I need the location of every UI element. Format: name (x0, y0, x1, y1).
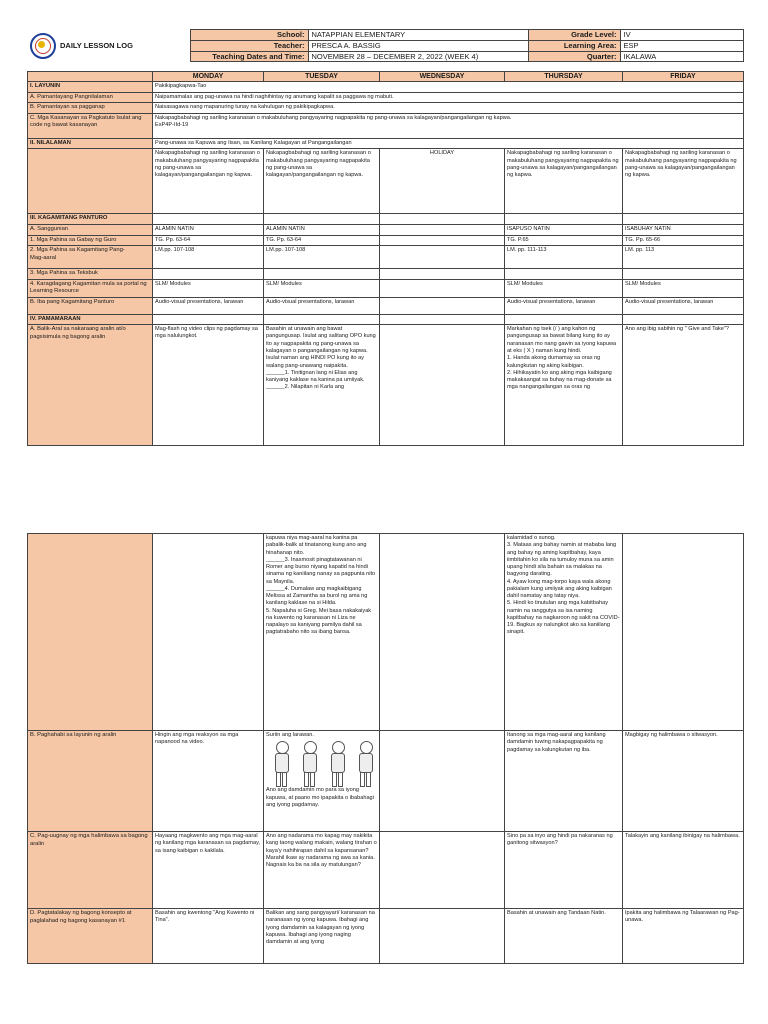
nilalaman-topic: Pang-unawa sa Kapuwa ang Iisan, sa Kanilang Kalagayan at Pangangailangan (153, 138, 744, 149)
school-label: School: (190, 30, 308, 41)
nilalaman-tuesday: Nakapagbabahagi ng sariling karanasan o makabuluhang pangyayaring nagpapakita ng pang-unawa sa kalagayan/pangangailangan ng kapwa. (264, 149, 380, 214)
teksbuk-fri (623, 269, 744, 280)
cont-monday (153, 534, 264, 731)
kagamitan-heading: III. KAGAMITANG PANTURO (28, 214, 153, 225)
header-table (27, 29, 744, 62)
teksbuk-mon (153, 269, 264, 280)
day-header-monday: MONDAY (153, 72, 264, 82)
pamamaraan-fri (623, 314, 744, 325)
sanggunian-thursday: ISAPUSO NATIN (505, 225, 623, 236)
balik-wednesday (380, 325, 505, 446)
nilalaman-heading: II. NILALAMAN (28, 138, 153, 149)
grade-level-value: IV (620, 30, 743, 41)
teksbuk-tue (264, 269, 380, 280)
sanggunian-label: A. Sanggunian (28, 225, 153, 236)
sanggunian-friday: ISABUHAY NATIN (623, 225, 744, 236)
nilalaman-monday: Nakapagbabahagi ng sariling karanasan o makabuluhang pangyayaring nagpapakita ng pang-unawa sa kalagayan/pangangailangan ng kapwa. (153, 149, 264, 214)
teksbuk-label: 3. Mga Pahina sa Teksbuk (28, 269, 153, 280)
deped-seal-logo (27, 30, 57, 62)
paghahabi-tuesday-question: Ano ang damdamin mo para sa iyong kapuwa, at paano mo ipapakita o ibabahagi ang iyong pagdamay. (266, 787, 374, 808)
day-header-wednesday: WEDNESDAY (380, 72, 505, 82)
pamantayan-pagganap-label: B. Pamantayan sa pagganap (28, 103, 153, 114)
page-one (27, 29, 743, 446)
iba-friday: Audio-visual presentations, larawan (623, 297, 744, 314)
paghahabi-tuesday: Suriin ang larawan. (266, 732, 314, 738)
kagamitang-thursday: LM. pp. 111-113 (505, 246, 623, 269)
kasanayan-code: EsP4P-IId-19 (155, 122, 189, 129)
pagtatalakay-tuesday: Balikan ang sang pangyayari/ karanasan na naranasan ng iyong kapuwa. Ibahagi ang iyong damdamin sa kalagayan ng iyong kapuwa. Ibahagi ang iyong naging damdamin at ang iyong (264, 909, 380, 964)
pamamaraan-thu (505, 314, 623, 325)
lr-thursday: SLM/ Modules (505, 279, 623, 297)
pamantayan-pagganap-value: Naisasagawa nang mapanuring tunay na kahulugan ng pakikipagkapwa. (153, 103, 744, 114)
lr-monday: SLM/ Modules (153, 279, 264, 297)
pag-uugnay-tuesday: Ano ang nadarama mo kapag may nakikita kang taong walang makain, walang tirahan o kaya'y nahihirapan dahil sa kapansanan? Marahil ikaw ay nadarama ng awa sa kania. Nagnais ka ba na sila ay matulungan? (264, 832, 380, 909)
kagamitan-fri (623, 214, 744, 225)
pag-uugnay-wednesday (380, 832, 505, 909)
paghahabi-friday: Magbigay ng halimbawa o sitwasyon. (623, 731, 744, 832)
kasanayan-value: Nakapagbabahagi ng sariling karanasan o makabuluhang pangyayaring nagpapakita ng pang-unawa sa kalagayan/pangangailangan ng kapwa. (155, 114, 512, 121)
gabay-tuesday: TG. Pp. 63-64 (264, 235, 380, 246)
paghahabi-monday: Hingin ang mga reaksyon sa mga napanood na video. (153, 731, 264, 832)
sanggunian-tuesday: ALAMIN NATIN (264, 225, 380, 236)
holiday-text: HOLIDAY (380, 149, 505, 214)
pamamaraan-mon (153, 314, 264, 325)
paghahabi-tuesday-cell (264, 731, 380, 832)
pag-uugnay-label: C. Pag-uugnay ng mga halimbawa sa bagong aralin (28, 832, 153, 909)
teksbuk-wed (380, 269, 505, 280)
lr-tuesday: SLM/ Modules (264, 279, 380, 297)
gabay-wednesday (380, 235, 505, 246)
iba-wednesday (380, 297, 505, 314)
pamamaraan-heading: IV. PAMAMARAAN (28, 314, 153, 325)
pagtatalakay-friday: Ipakita ang halimbawa ng Talaarawan ng Pag-unawa. (623, 909, 744, 964)
pagtatalakay-label: D. Pagtatalakay ng bagong konsepto at paglalahad ng bagong kasanayan #1 (28, 909, 153, 964)
balik-monday: Mag-flash ng video clips ng pagdamay sa mga nalulungkot. (153, 325, 264, 446)
day-header-thursday: THURSDAY (505, 72, 623, 82)
kasanayan-label: C. Mga Kasanayan sa Pagkatuto Isulat ang code ng bawat kasanayan (28, 113, 153, 138)
iba-pang-kagamitan-label: B. Iba pang Kagamitang Panturo (28, 297, 153, 314)
kagamitang-tuesday: LM.pp. 107-108 (264, 246, 380, 269)
balik-friday: Ano ang ibig sabihin ng " Give and Take"? (623, 325, 744, 446)
layunin-value: Pakikipagkapwa-Tao (153, 82, 744, 93)
pagtatalakay-thursday: Basahin at unawain ang Tandaan Natin. (505, 909, 623, 964)
school-value: NATAPPIAN ELEMENTARY (308, 30, 528, 41)
pamamaraan-tue (264, 314, 380, 325)
pagtatalakay-wednesday (380, 909, 505, 964)
cont-wednesday (380, 534, 505, 731)
pag-uugnay-thursday: Sino pa sa inyo ang hindi pa nakaranas ng ganitong sitwasyon? (505, 832, 623, 909)
gabay-monday: TG. Pp. 63-64 (153, 235, 264, 246)
iba-tuesday: Audio-visual presentations, larawan (264, 297, 380, 314)
gabay-friday: TG. Pp. 65-66 (623, 235, 744, 246)
document-title: DAILY LESSON LOG (60, 40, 133, 50)
pagtatalakay-monday: Basahin ang kwentong "Ang Kuwento ni Tina". (153, 909, 264, 964)
kasanayan-cell (153, 113, 744, 138)
corner-cell (28, 72, 153, 82)
continuation-label (28, 534, 153, 731)
layunin-heading: I. LAYUNIN (28, 82, 153, 93)
lr-friday: SLM/ Modules (623, 279, 744, 297)
nilalaman-thursday: Nakapagbabahagi ng sariling karanasan o makabuluhang pangyayaring nagpapakita ng pang-unawa sa kalagayan/pangangailangan ng kapwa. (505, 149, 623, 214)
learning-area-value: ESP (620, 40, 743, 51)
kagamitang-friday: LM. pp. 113 (623, 246, 744, 269)
page-two (27, 533, 743, 964)
learning-resource-label: 4. Karagdagang Kagamitan mula sa portal ng Learning Resource (28, 279, 153, 297)
balik-tuesday: Basahin at unawain ang bawat pangungusap. Isulat ang salitang OPO kung ito ay nagpapakita ng pang-unawa sa kalagayan o pangangailangan ng kapwa. Isulat naman ang HINDI PO kung ito ay walang pang-unawang naipakita. ______1. Tinitignan lang ni Elias ang kaniyang kaklase na kanina pa umiiyak. ______2. Nilapitan ni Karla ang (264, 325, 380, 446)
day-header-friday: FRIDAY (623, 72, 744, 82)
cont-friday (623, 534, 744, 731)
paghahabi-label: B. Paghahabi sa layunin ng aralin (28, 731, 153, 832)
cont-tuesday: kapuwa niya mag-aaral na kanina pa pabalik-balik at tinatanong kung ano ang hinahanap nito. ______3. Inasmosit pinagtatawanan ni Romer ang burso niyang kapatid na hindi sinama ng kaniilang nanay sa pagpunta nito sa Maynila. ______4. Dumalaw ang magkaibigang Melissa at Zamantha sa burol ng ama ng kanilang kaklase na si Hilda. 5. Napaluha si Greg. Mei basa nakakaiyak na kuwento ng karanasan ni Liza ne napalayo sa kaniyang pamilya dahil sa pagtatrabaho nito sa ibang bansa. (264, 534, 380, 731)
pag-uugnay-friday: Talakayin ang kanilang ibinigay na halimbawa. (623, 832, 744, 909)
teacher-label: Teacher: (190, 40, 308, 51)
kagamitang-monday: LM.pp. 107-108 (153, 246, 264, 269)
balik-thursday: Markahan ng tsek (/ ) ang kahon ng pangungusap sa bawat bilang kung ito ay naranasan mo nang gawin sa iyong kapuwa at eks ( X ) naman kung hindi. 1. Handa akong dumamay sa oras ng kalungkutan ng aking kaibigan. 2. Hihikayatin ko ang aking mga kaibigang makakaangat sa buhay na mag-donate sa mga nangangailangan sa oras ng (505, 325, 623, 446)
day-header-tuesday: TUESDAY (264, 72, 380, 82)
iba-thursday: Audio-visual presentations, larawan (505, 297, 623, 314)
lesson-table-page2 (27, 533, 744, 964)
sanggunian-monday: ALAMIN NATIN (153, 225, 264, 236)
paghahabi-wednesday (380, 731, 505, 832)
pamantayang-pangnilalaman-value: Naipamamalas ang pag-unawa na hindi naghihintay ng anumang kapalit sa paggawa ng mabuti. (153, 92, 744, 103)
learning-area-label: Learning Area: (528, 40, 620, 51)
kagamitang-wednesday (380, 246, 505, 269)
teacher-value: PRESCA A. BASSIG (308, 40, 528, 51)
gabay-guro-label: 1. Mga Pahina sa Gabay ng Guro (28, 235, 153, 246)
balik-aral-label: A. Balik-Aral sa nakaraang aralin at/o pagsisimula ng bagong aralin (28, 325, 153, 446)
teaching-dates-value: NOVEMBER 28 – DECEMBER 2, 2022 (WEEK 4) (308, 51, 528, 62)
gabay-thursday: TG. P.65 (505, 235, 623, 246)
lr-wednesday (380, 279, 505, 297)
pamantayang-pangnilalaman-label: A. Pamantayang Pangnilalaman (28, 92, 153, 103)
pag-uugnay-monday: Hayaang magkwento ang mga mag-aaral ng kanilang mga karanasan sa pagdamay, sa isang kaibigan o kakilala. (153, 832, 264, 909)
iba-monday: Audio-visual presentations, larawan (153, 297, 264, 314)
grade-level-label: Grade Level: (528, 30, 620, 41)
pamamaraan-wed (380, 314, 505, 325)
teaching-dates-label: Teaching Dates and Time: (190, 51, 308, 62)
kagamitan-tue (264, 214, 380, 225)
kagamitan-thu (505, 214, 623, 225)
nilalaman-friday: Nakapagbabahagi ng sariling karanasan o makabuluhang pangyayaring nagpapakita ng pang-unawa sa kalagayan/pangangailangan ng kapwa. (623, 149, 744, 214)
quarter-label: Quarter: (528, 51, 620, 62)
kagamitan-mon (153, 214, 264, 225)
kagamitang-mag-aaral-label: 2. Mga Pahina sa Kagamitang Pang- Mag-aaral (28, 246, 153, 269)
paghahabi-thursday: Itanong sa mga mag-aaral ang kanilang damdamin tuwing nakapagpapakita ng pagdamay sa kalungkutan ng iba. (505, 731, 623, 832)
kagamitan-wed (380, 214, 505, 225)
children-illustration (266, 739, 377, 787)
lesson-table-page1 (27, 71, 744, 446)
nilalaman-blank (28, 149, 153, 214)
cont-thursday: kalamidad o sunog. 3. Mataas ang bahay namin at mababa lang ang bahay ng aming kapitbahay, kaya iimbitahin ko sila na tumuloy muna sa amin upang hindi sila bahain sa malakas na bagyong darating. 4. Ayaw kong mag-torpo kaya wala akong pakialam kung umiiyak ang aking kaibigan dahil namatay ang tatay niya. 5. Hindi ko tinutulan ang mga kabitbahay namin na ranggutya sa isa naming kapitbahay na nagkaroon ng sakit na COVID-19. Bagkus ay nalungkot ako sa kaniilang sinapit. (505, 534, 623, 731)
teksbuk-thu (505, 269, 623, 280)
sanggunian-wednesday (380, 225, 505, 236)
quarter-value: IKALAWA (620, 51, 743, 62)
